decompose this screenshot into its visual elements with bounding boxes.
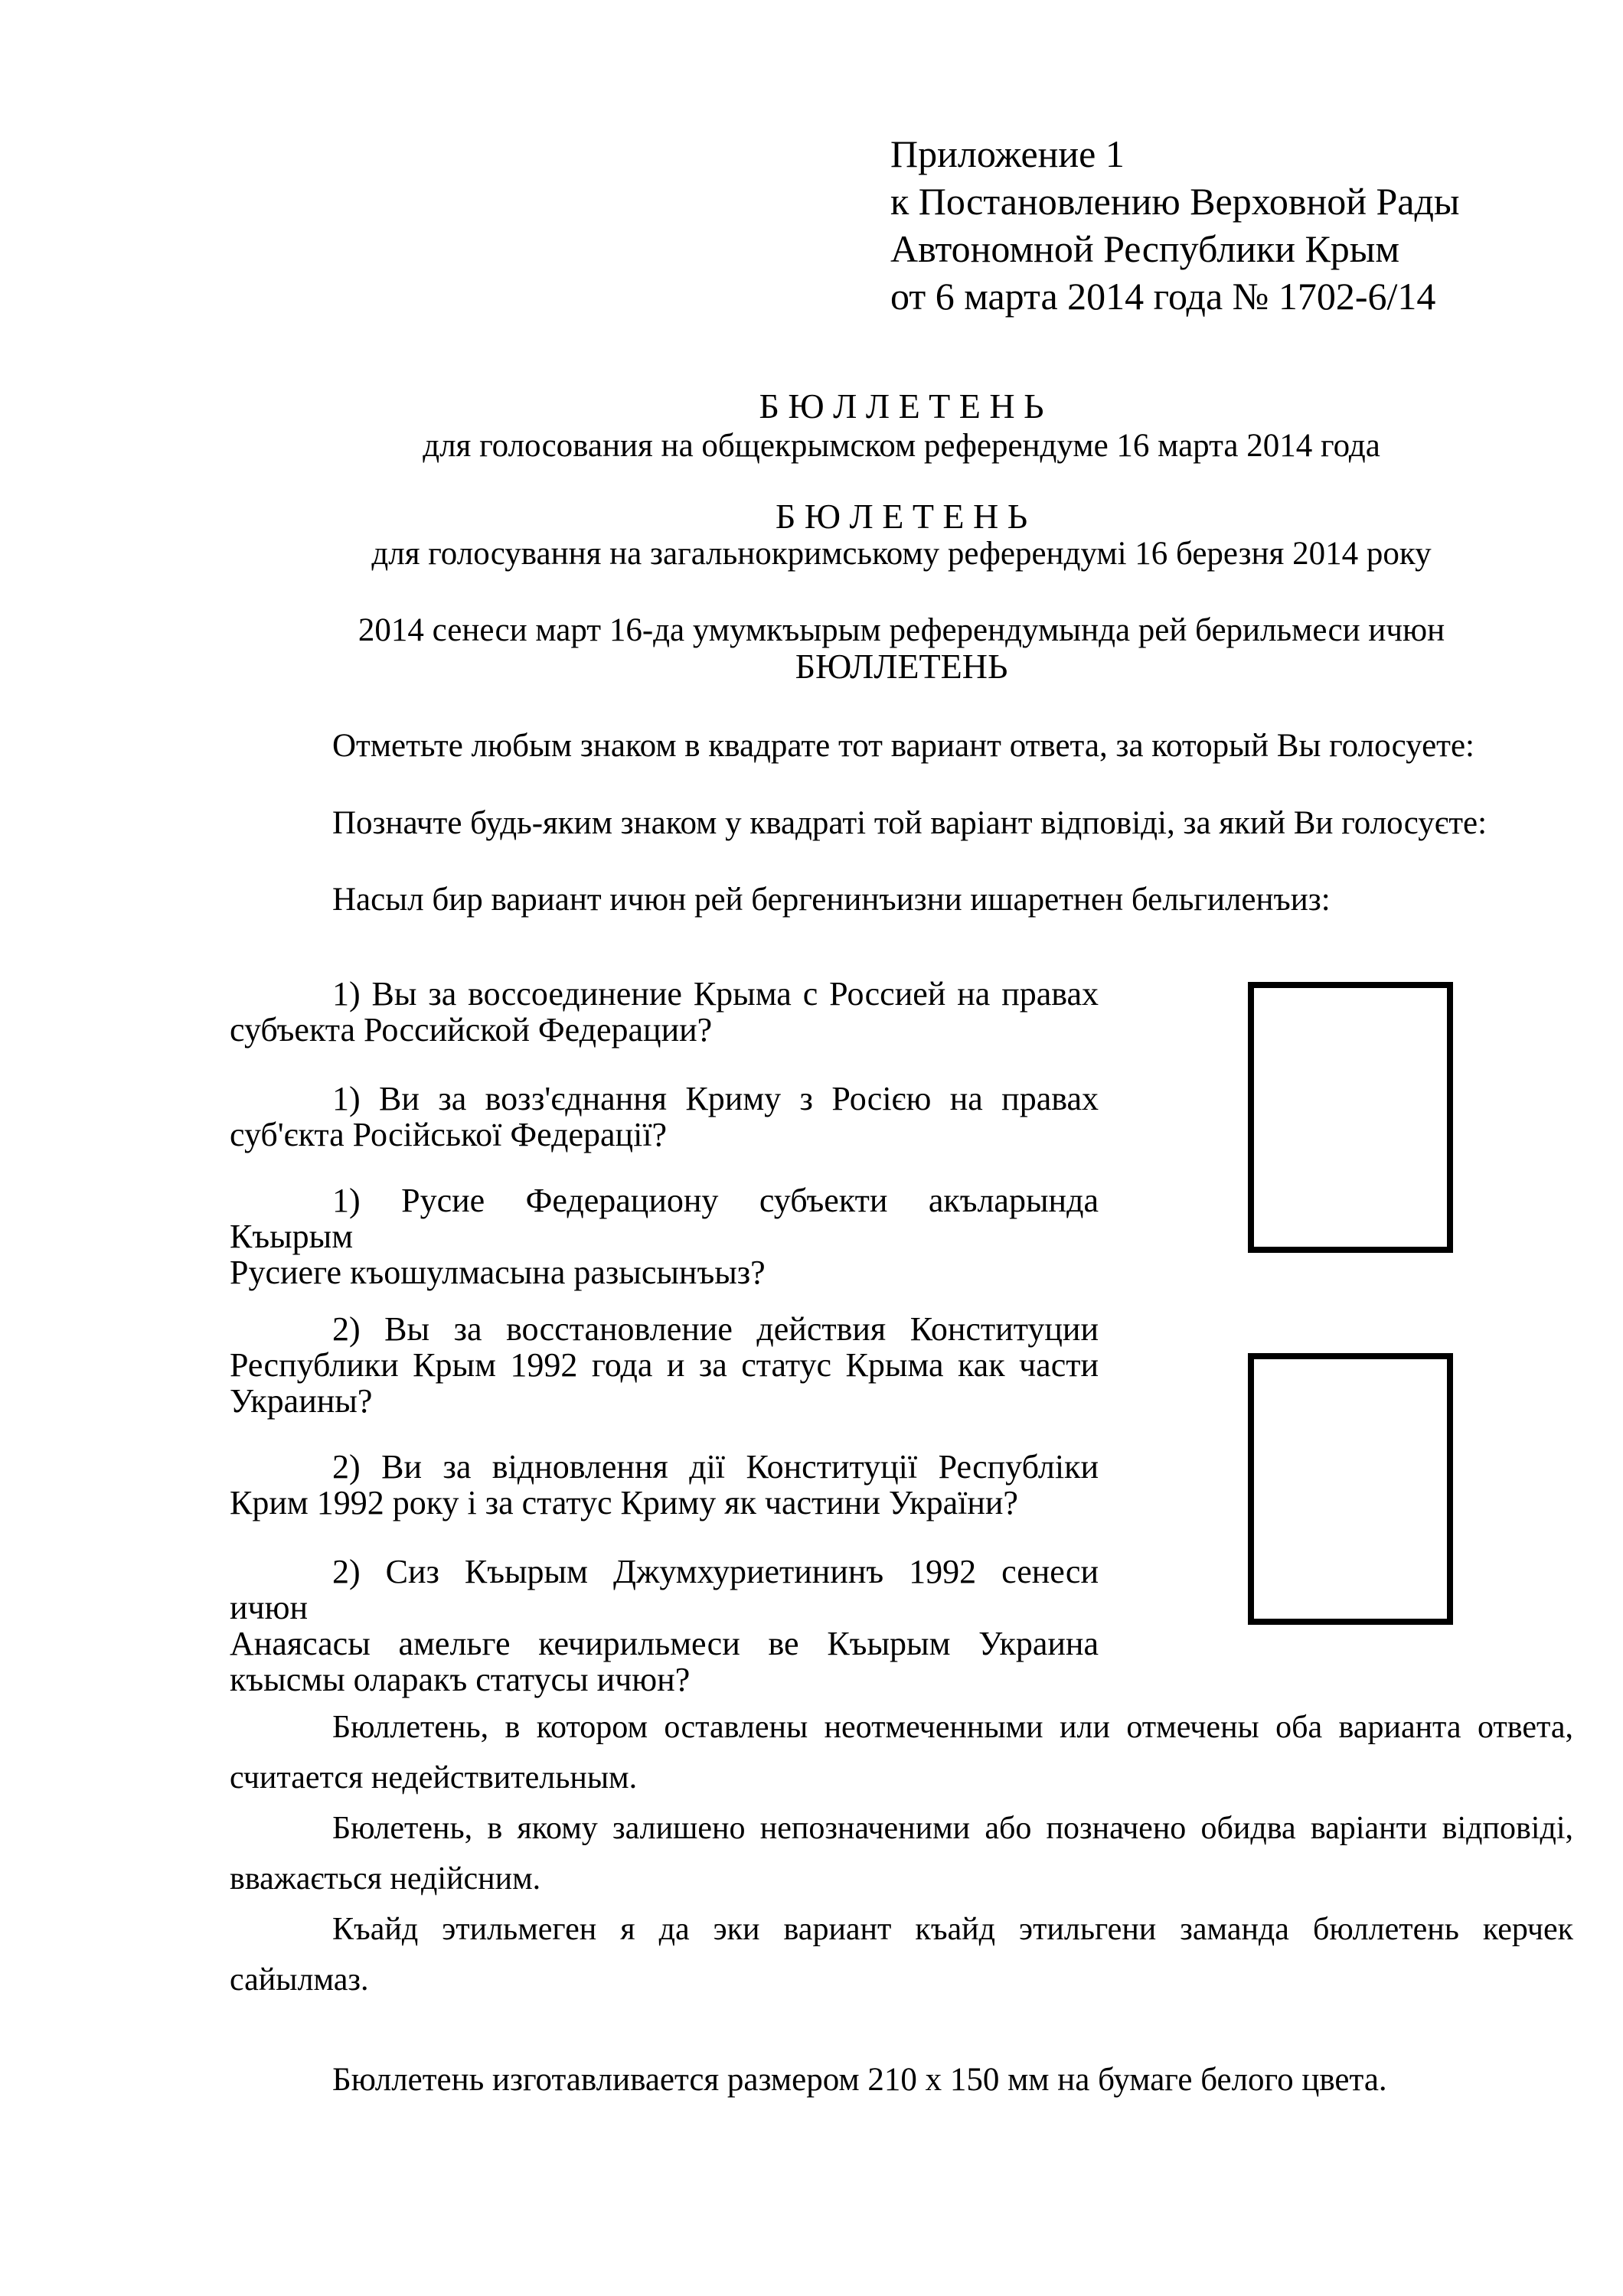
text-line: Русиеге къошулмасына разысынъыз? [230,1254,766,1291]
instruction-ukrainian: Позначте будь-яким знаком у квадраті той варіант відповіді, за який Ви голосуєте: [332,805,1487,841]
validity-russian [230,1702,1573,1803]
text-line: от 6 марта 2014 года № 1702-6/14 [890,275,1436,318]
text-line: Бюллетень, в котором оставлены неотмеченными или отмечены оба варианта ответа, [332,1710,1573,1745]
text-line: субъекта Российской Федерации? [230,1011,713,1049]
text-line: Украины? [230,1382,373,1420]
text-line: 1) Вы за воссоединение Крыма с Россией на правах [332,975,1099,1013]
text-line: 1) Русие Федерациону субъекти акъларында Къырым [230,1182,1099,1255]
text-line: к Постановлению Верховной Рады [890,180,1460,223]
text-line: Крим 1992 року і за статус Криму як частини України? [230,1484,1018,1521]
appendix-header [890,130,1460,320]
text-line: Бюлетень, в якому залишено непозначеними або позначено обидва варіанти відповіді, [332,1811,1573,1846]
question-1-crimean-tatar [230,1182,1099,1290]
ballot-title-ukrainian: Б Ю Л Е Т Е Н Ь [775,497,1028,536]
text-line: вважається недійсним. [230,1861,541,1896]
question-1-ukrainian [230,1081,1099,1153]
text-line: суб'єкта Російської Федерації? [230,1116,668,1153]
ballot-subtitle-ukrainian: для голосування на загальнокримському референдумі 16 березня 2014 року [371,536,1432,572]
question-2-ukrainian [230,1449,1099,1521]
question-2-crimean-tatar [230,1554,1099,1698]
text-line: Приложение 1 [890,132,1125,175]
answer-checkbox-question-2[interactable] [1248,1353,1453,1625]
ballot-subtitle-russian: для голосования на общекрымском референдуме 16 марта 2014 года [423,428,1380,464]
text-line: 2) Сиз Къырым Джумхуриетининъ 1992 сенеси ичюн [230,1553,1099,1626]
text-line: Къайд этильмеген я да эки вариант къайд этильгени заманда бюллетень керчек [332,1912,1573,1947]
ballot-intro-crimean-tatar: 2014 сенеси март 16-да умумкъырым референдумында рей берильмеси ичюн [358,612,1445,648]
text-line: считается недействительным. [230,1760,638,1795]
question-2-russian [230,1311,1099,1419]
ballot-title-crimean-tatar: БЮЛЛЕТЕНЬ [795,647,1008,686]
answer-checkbox-question-1[interactable] [1248,982,1453,1253]
text-line: 2) Ви за відновлення дії Конституції Республіки [332,1448,1099,1486]
validity-crimean-tatar [230,1904,1573,2005]
ballot-title-russian: Б Ю Л Л Е Т Е Н Ь [759,386,1044,426]
text-line: Автономной Республики Крым [890,227,1400,270]
instruction-russian: Отметьте любым знаком в квадрате тот вариант ответа, за который Вы голосуете: [332,728,1475,764]
instruction-crimean-tatar: Насыл бир вариант ичюн рей бергенинъизни ишаретнен бельгиленъиз: [332,882,1331,918]
question-1-russian [230,976,1099,1048]
text-line: 2) Вы за восстановление действия Конституции [332,1310,1099,1348]
text-line: сайылмаз. [230,1962,369,1998]
text-line: 1) Ви за возз'єднання Криму з Росією на правах [332,1080,1099,1117]
text-line: Анаясасы амельге кечирильмеси ве Къырым Украина [230,1625,1099,1662]
ballot-size-note: Бюллетень изготавливается размером 210 х 150 мм на бумаге белого цвета. [332,2062,1387,2098]
validity-ukrainian [230,1803,1573,1904]
validity-section [230,1702,1573,2005]
text-line: къысмы оларакъ статусы ичюн? [230,1661,691,1698]
text-line: Республики Крым 1992 года и за статус Крыма как части [230,1346,1099,1384]
